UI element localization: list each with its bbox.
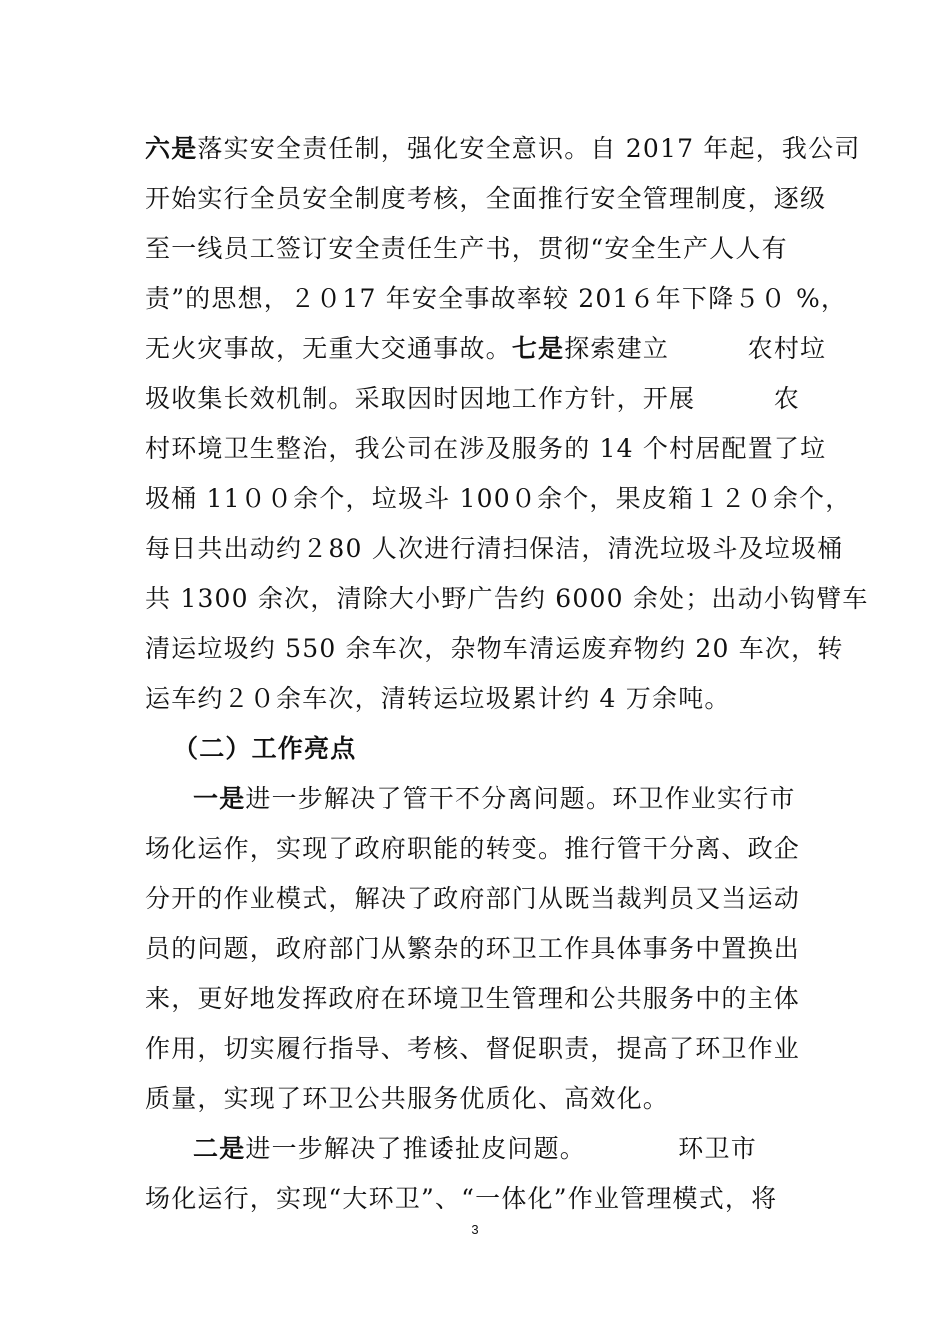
- text-line: [145, 882, 800, 916]
- text-line: [145, 582, 869, 616]
- text-line: [145, 832, 800, 866]
- line-text: 至一线员工签订安全责任生产书，贯彻“安全生产人人有: [145, 234, 788, 263]
- text-line: [145, 632, 844, 666]
- line-text: 圾收集长效机制。采取因时因地工作方针，开展 农: [145, 384, 801, 413]
- text-line: [145, 232, 788, 266]
- text-line: [145, 532, 843, 566]
- line-text: 运车约２０余车次，清转运垃圾累计约 4 万余吨。: [145, 684, 731, 713]
- line-text: 村环境卫生整治，我公司在涉及服务的 14 个村居配置了垃: [145, 434, 827, 463]
- line-text: 无火灾事故，无重大交通事故。: [145, 334, 512, 363]
- text-line: [145, 1032, 800, 1066]
- text-line: [145, 482, 851, 516]
- line-text: 场化运行，实现“大环卫”、“一体化”作业管理模式，将: [145, 1184, 778, 1213]
- line-text: 清运垃圾约 550 余车次，杂物车清运废弃物约 20 车次，转: [145, 634, 844, 663]
- text-line: [145, 382, 800, 416]
- text-line: [145, 182, 826, 216]
- line-text: 落实安全责任制，强化安全意识。自 2017 年起，我公司: [197, 134, 861, 163]
- line-text: 共 1300 余次，清除大小野广告约 6000 余处；出动小钩臂车: [145, 584, 869, 613]
- line-text: 场化运作，实现了政府职能的转变。推行管干分离、政企: [145, 834, 801, 863]
- text-line: [145, 1082, 669, 1116]
- text-line: [145, 432, 826, 466]
- bold-lead: 二是: [193, 1134, 246, 1163]
- line-text: 每日共出动约２80 人次进行清扫保洁，清洗垃圾斗及垃圾桶: [145, 534, 844, 563]
- section-heading: （二）工作亮点: [173, 734, 357, 763]
- line-text: 开始实行全员安全制度考核，全面推行安全管理制度，逐级: [145, 184, 827, 213]
- bold-lead: 六是: [145, 134, 198, 163]
- bold-lead: 七是: [511, 334, 565, 363]
- text-line: [145, 282, 847, 316]
- line-text: 质量，实现了环卫公共服务优质化、高效化。: [145, 1084, 670, 1113]
- text-line: [145, 982, 800, 1016]
- line-text: 责”的思想，２０17 年安全事故率较 201６年下降５０ %，: [145, 284, 848, 313]
- line-text: 探索建立 农村垃: [564, 334, 827, 363]
- line-text: 员的问题，政府部门从繁杂的环卫工作具体事务中置换出: [145, 934, 801, 963]
- text-line: [145, 132, 861, 166]
- line-text: 分开的作业模式，解决了政府部门从既当裁判员又当运动: [145, 884, 801, 913]
- line-text: 来，更好地发挥政府在环境卫生管理和公共服务中的主体: [145, 984, 801, 1013]
- line-text: 进一步解决了管干不分离问题。环卫作业实行市: [245, 784, 796, 813]
- text-line: [193, 782, 796, 816]
- text-line: [145, 932, 800, 966]
- page-number: 3: [471, 1222, 479, 1237]
- text-line: [145, 682, 731, 716]
- line-text: 进一步解决了推诿扯皮问题。 环卫市: [245, 1134, 757, 1163]
- bold-lead: 一是: [193, 784, 246, 813]
- line-text: 作用，切实履行指导、考核、督促职责，提高了环卫作业: [145, 1034, 801, 1063]
- text-line: [145, 1182, 777, 1216]
- line-text: 圾桶 11００余个，垃圾斗 100０余个，果皮箱１２０余个，: [145, 484, 852, 513]
- text-line: [145, 332, 826, 366]
- text-line: [193, 1132, 757, 1166]
